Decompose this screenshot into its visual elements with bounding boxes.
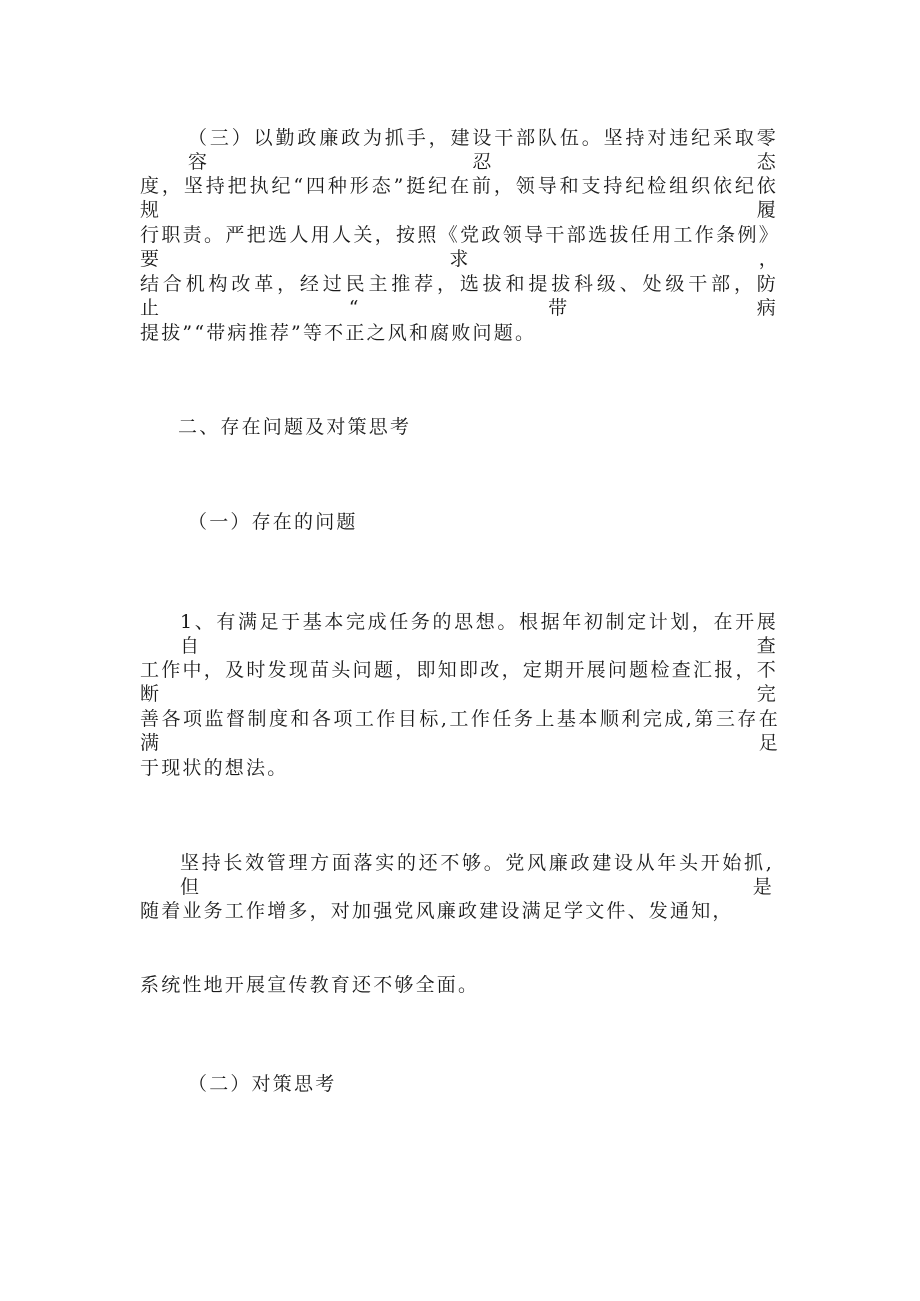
item-1-line-4: 于现状的想法。	[140, 757, 289, 779]
item-2-line-2: 随着业务工作增多，对加强党风廉政建设满足学文件、发通知，	[140, 900, 734, 922]
paragraph-3-line-4: 结合机构改革，经过民主推荐，选拔和提拔科级、处级干部，防止“带病	[140, 273, 778, 319]
item-2-line-1: 坚持长效管理方面落实的还不够。党风廉政建设从年头开始抓,但是	[180, 852, 774, 898]
subsection-2-heading: （二）对策思考	[188, 1073, 337, 1095]
item-1-line-2: 工作中，及时发现苗头问题，即知即改，定期开展问题检查汇报，不断完	[140, 659, 778, 705]
item-1-line-3: 善各项监督制度和各项工作目标,工作任务上基本顺利完成,第三存在满足	[140, 708, 780, 754]
paragraph-3-line-5: 提拔”“带病推荐”等不正之风和腐败问题。	[140, 322, 537, 344]
paragraph-3-line-1: （三）以勤政廉政为抓手，建设干部队伍。坚持对违纪采取零容忍态	[188, 127, 778, 173]
item-2-line-3: 系统性地开展宣传教育还不够全面。	[140, 974, 480, 996]
item-1-line-1: 1、有满足于基本完成任务的思想。根据年初制定计划，在开展自查	[180, 611, 778, 657]
paragraph-3-line-3: 行职责。严把选人用人关，按照《党政领导干部选拔任用工作条例》要求，	[140, 224, 780, 270]
subsection-1-heading: （一）存在的问题	[188, 511, 358, 533]
section-2-heading: 二、存在问题及对策思考	[178, 416, 412, 438]
paragraph-3-line-2: 度，坚持把执纪“四种形态”挺纪在前，领导和支持纪检组织依纪依规履	[140, 175, 778, 221]
